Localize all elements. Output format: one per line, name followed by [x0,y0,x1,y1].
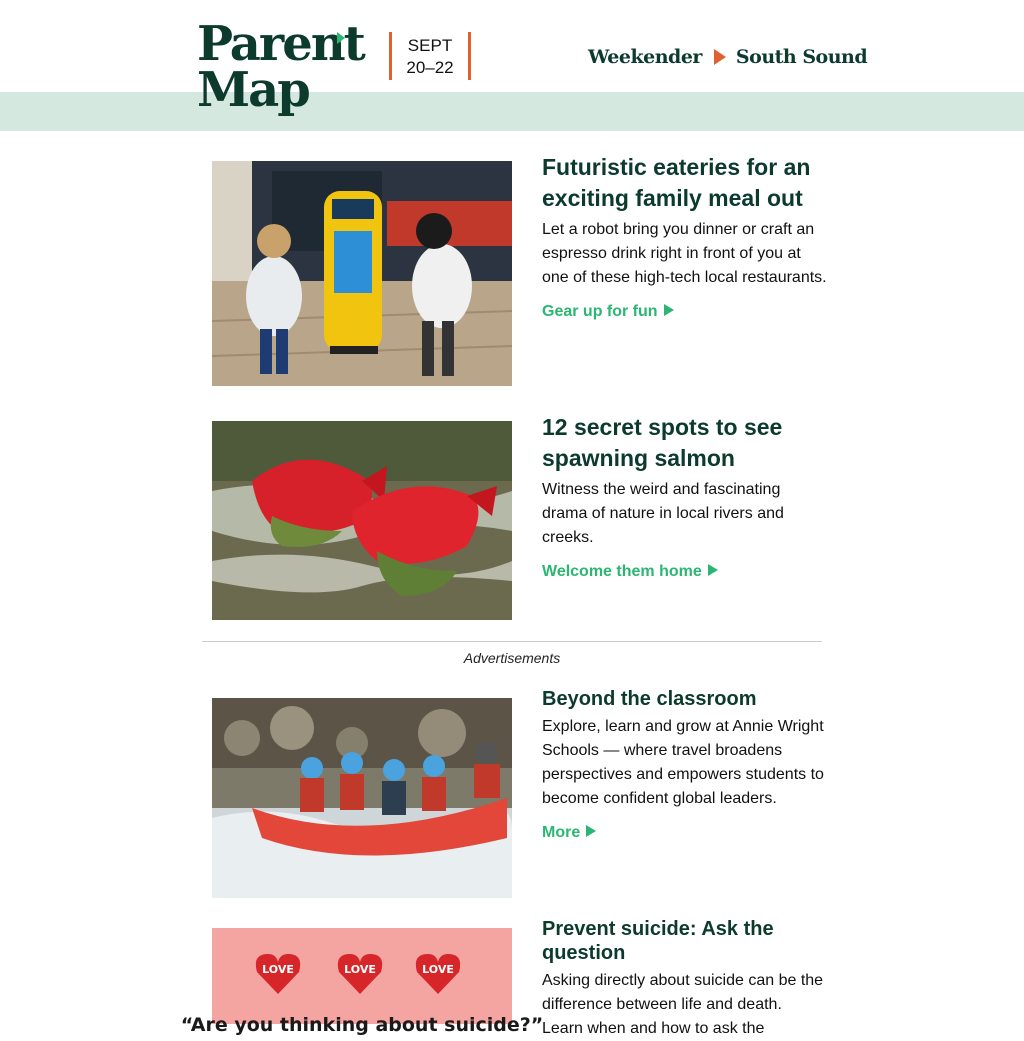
story-card [212,414,824,620]
play-arrow-icon [586,825,596,837]
robot-waiter-photo[interactable] [212,161,512,386]
rafting-photo[interactable] [212,698,512,898]
love-hearts-graphic[interactable] [180,928,544,1036]
header-band [0,92,1024,131]
heart-label: LOVE [422,963,454,976]
ad-text [542,687,827,845]
edition-breadcrumb [588,44,867,70]
ad-description: Asking directly about suicide can be the difference between life and death. Learn when and how to ask the [542,972,824,1037]
story-cta-link[interactable] [542,300,674,324]
ad-description: Explore, learn and grow at Annie Wright Schools — where travel broadens perspectives and empowers students to become confident global leaders. [542,718,824,807]
heart-label: LOVE [262,963,294,976]
dates-range: 20–22 [406,58,454,77]
story-text [542,152,827,324]
issue-dates [389,32,471,80]
dates-month: SEPT [407,36,453,55]
story-card [212,154,827,386]
story-cta-link[interactable] [542,560,718,584]
story-headline[interactable]: 12 secret spots to see spawning salmon [542,414,783,471]
story-headline[interactable]: Futuristic eateries for an exciting family meal out [542,154,811,211]
cta-label: More [542,824,581,841]
edition-weekender[interactable]: Weekender [588,46,702,68]
advertisements-label: Advertisements [463,650,561,666]
header [0,0,1024,92]
cta-label: Welcome them home [542,563,702,580]
edition-south-sound[interactable]: South Sound [735,46,868,68]
ad-text [542,917,827,1041]
ad-cta-link[interactable] [542,821,596,845]
logo-line1: Parent [197,16,364,72]
section-divider [202,641,822,642]
play-arrow-icon [708,564,718,576]
logo-line2: Map [197,62,309,118]
ad-card [180,918,824,1037]
play-arrow-icon [714,49,726,65]
heart-label: LOVE [344,963,376,976]
story-text [542,412,827,584]
graphic-caption: “Are you thinking about suicide?” [180,1014,544,1036]
salmon-photo[interactable] [212,421,512,620]
story-description: Witness the weird and fascinating drama of nature in local rivers and creeks. [542,481,784,546]
parentmap-logo[interactable] [197,16,364,122]
ad-headline[interactable]: Prevent suicide: Ask the question [542,918,774,964]
play-arrow-icon [664,304,674,316]
ad-card [212,688,824,898]
story-description: Let a robot bring you dinner or craft an espresso drink right in front of you at one of these high-tech local restaurants. [542,221,827,286]
logo-play-icon [337,32,345,44]
ad-headline[interactable]: Beyond the classroom [542,688,757,710]
cta-label: Gear up for fun [542,303,658,320]
